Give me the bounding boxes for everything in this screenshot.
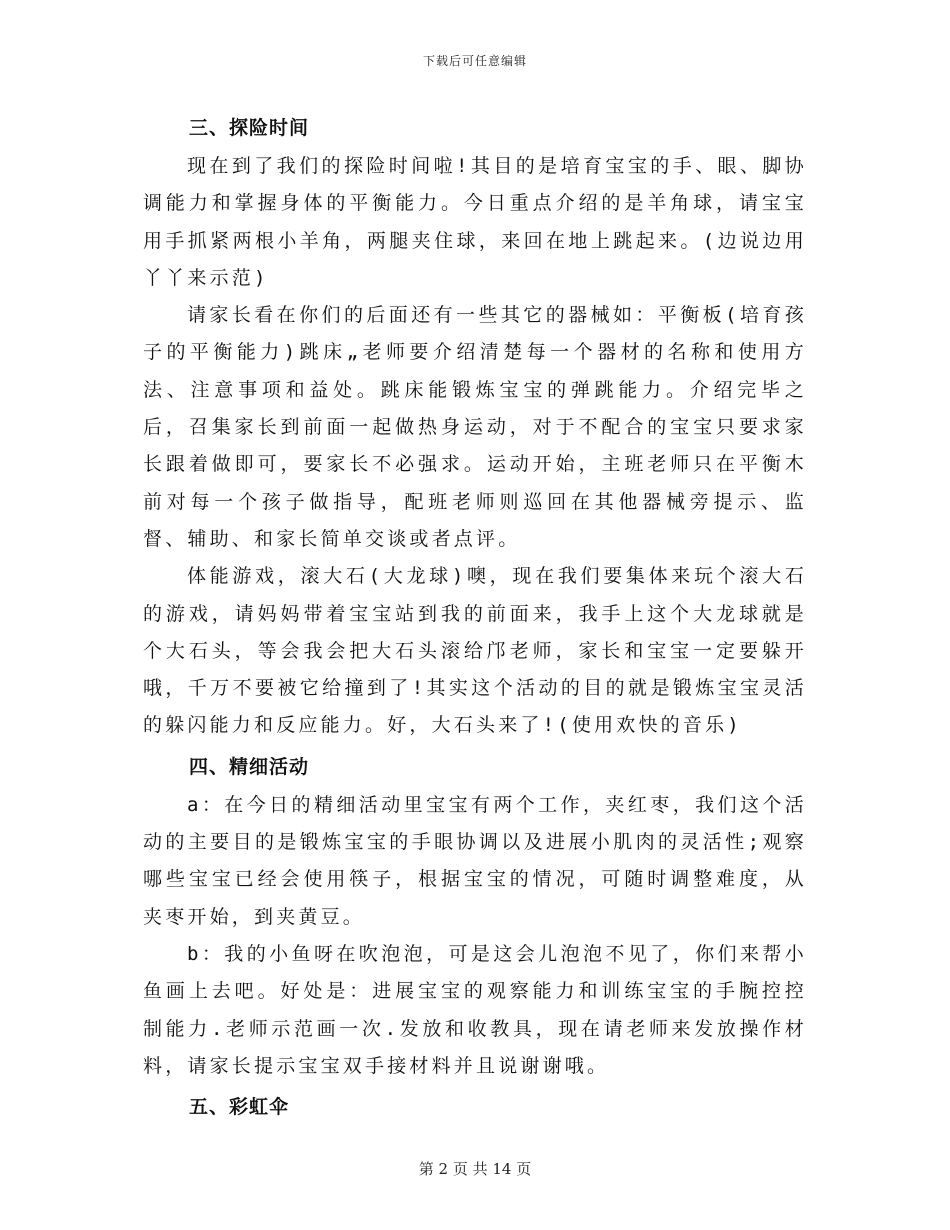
paragraph: 体能游戏，滚大石(大龙球)噢，现在我们要集体来玩个滚大石的游戏，请妈妈带着宝宝站到我的前面来，我手上这个大龙球就是个大石头，等会我会把大石头滚给邝老师，家长和宝宝一定要躲开哦，千万不要被它给撞到了!其实这个活动的目的就是锻炼宝宝灵活的躲闪能力和反应能力。好，大石头来了!(使用欢快的音乐) — [143, 565, 807, 737]
section-heading: 三、探险时间 — [189, 117, 310, 139]
paragraph: b：我的小鱼呀在吹泡泡，可是这会儿泡泡不见了，你们来帮小鱼画上去吧。好处是：进展宝宝的观察能力和训练宝宝的手腕控控制能力.老师示范画一次.发放和收教具，现在请老师来发放操作材料，请家长提示宝宝双手接材料并且说谢谢哦。 — [143, 942, 807, 1077]
paragraph: 请家长看在你们的后面还有一些其它的器械如：平衡板(培育孩子的平衡能力)跳床„老师要介绍清楚每一个器材的名称和使用方法、注意事项和益处。跳床能锻炼宝宝的弹跳能力。介绍完毕之后，召集家长到前面一起做热身运动，对于不配合的宝宝只要求家长跟着做即可，要家长不必强求。运动开始，主班老师只在平衡木前对每一个孩子做指导，配班老师则巡回在其他器械旁提示、监督、辅助、和家长简单交谈或者点评。 — [143, 304, 807, 550]
paragraph: 现在到了我们的探险时间啦!其目的是培育宝宝的手、眼、脚协调能力和掌握身体的平衡能力。今日重点介绍的是羊角球，请宝宝用手抓紧两根小羊角，两腿夹住球，来回在地上跳起来。(边说边用丫丫来示范) — [143, 155, 807, 289]
document-body — [143, 108, 807, 1127]
section-heading: 五、彩虹伞 — [189, 1096, 290, 1119]
section-heading: 四、精细活动 — [189, 755, 310, 778]
page-footer: 第 2 页 共 14 页 — [418, 1160, 532, 1178]
paragraph: a：在今日的精细活动里宝宝有两个工作，夹红枣，我们这个活动的主要目的是锻炼宝宝的手眼协调以及进展小肌肉的灵活性;观察哪些宝宝已经会使用筷子，根据宝宝的情况，可随时调整难度，从夹枣开始，到夹黄豆。 — [143, 793, 807, 928]
page-header: 下载后可任意编辑 — [422, 54, 527, 68]
